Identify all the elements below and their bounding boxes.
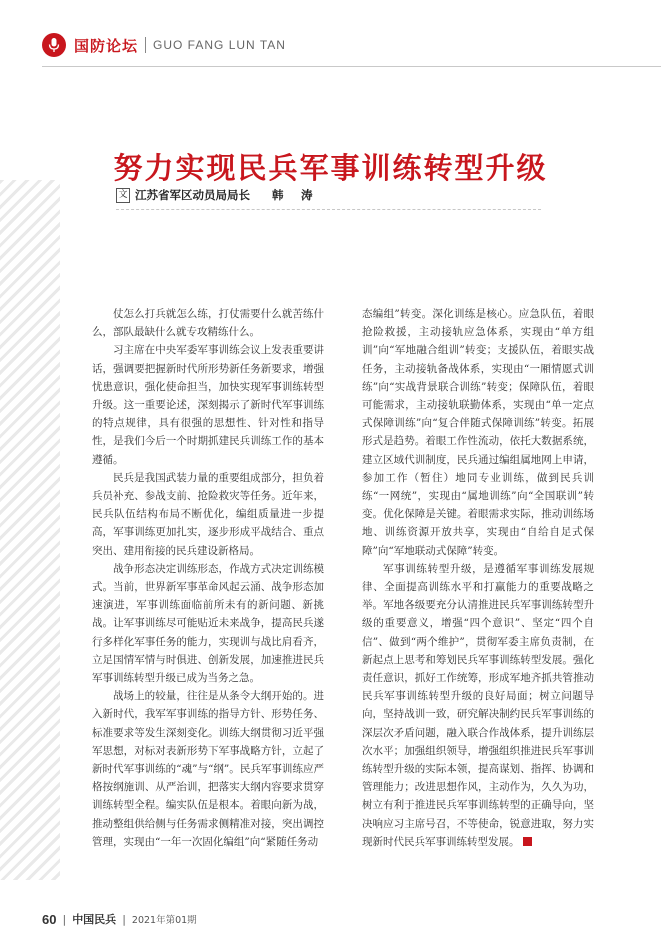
byline-mark: 文 [116,188,130,203]
decorative-stripes [0,180,60,880]
body-column-left [92,305,324,851]
body-paragraph: 民兵是我国武装力量的重要组成部分，担负着兵员补充、参战支前、抢险救灾等任务。近年来，民兵队伍结构布局不断优化，编组质量进一步提高，军事训练更加扎实，逐步形成平战结合、重点突出、建用衔接的民兵建设新格局。 [92,471,324,557]
page-number: 60 [42,911,57,927]
footer-separator: | [122,912,126,926]
section-header [42,28,286,62]
body-paragraph: 态编组”转变。深化训练是核心。应急队伍，着眼抢险救援，主动接轨应急体系，实现由“单方组训”向“军地融合组训”转变；支援队伍，着眼实战任务，主动接轨备战体系，实现由“一厢情愿式训练”向“实战背景联合训练”转变；保障队伍，着眼可能需求，主动接轨联勤体系，实现由“单一定点式保障训练”向“复合伴随式保障训练”转变。拓展形式是趋势。着眼工作性流动，依托大数据系统，建立区域代训制度，民兵通过编组属地网上申请，参加工作（暂住）地同专业训练，做到民兵训练“一网统”，实现由“属地训练”向“全国联训”转变。优化保障是关键。着眼需求实际，推动训练场地、训练资源开放共享，实现由“自给自足式保障”向“军地联动式保障”转变。 [362,308,594,557]
microphone-icon [42,33,66,57]
author-name: 韩 涛 [272,188,316,202]
body-paragraph: 仗怎么打兵就怎么练，打仗需要什么就苦练什么，部队最缺什么就专攻精练什么。 [92,308,324,339]
section-title-pinyin: GUO FANG LUN TAN [153,38,286,52]
footer-separator: | [62,912,67,926]
header-rule [42,66,661,67]
article-title: 努力实现民兵军事训练转型升级 [113,151,548,186]
page-footer [42,911,197,927]
byline [116,187,316,203]
body-paragraph: 战场上的较量，往往是从条令大纲开始的。进入新时代，我军军事训练的指导方针、形势任务、标准要求等发生深刻变化。训练大纲贯彻习近平强军思想，对标对表新形势下军事战略方针，立起了新时代军事训练的“魂”与“纲”。民兵军事训练应严格按纲施训、从严治训，把落实大纲内容要求贯穿训练转型全程。编实队伍是根本。着眼向新为战，推动整组供给侧与任务需求侧精准对接，突出调控管理，实现由“一年一次固化编组”向“紧随任务动 [92,690,324,848]
section-title: 国防论坛 [74,36,139,55]
body-column-right [362,305,594,851]
issue-number: 2021年第01期 [131,915,197,926]
author-position: 江苏省军区动员局局长 [135,188,250,202]
magazine-name: 中国民兵 [72,913,117,926]
header-divider [145,37,146,53]
body-paragraph: 习主席在中央军委军事训练会议上发表重要讲话，强调要把握新时代所形势新任务新要求，增强忧患意识，强化使命担当，加快实现军事训练转型升级。这一重要论述，深刻揭示了新时代军事训练的特点规律，具有很强的思想性、针对性和指导性，是我们今后一个时期抓建民兵训练工作的基本遵循。 [92,344,324,466]
byline-rule [116,209,541,210]
end-mark-icon [523,837,532,846]
body-paragraph: 军事训练转型升级，是遵循军事训练发展规律、全面提高训练水平和打赢能力的重要战略之举。军地各级要充分认清推进民兵军事训练转型升级的重要意义，增强“四个意识”、坚定“四个自信”、做到“两个维护”，贯彻军委主席负责制，在新起点上思考和筹划民兵军事训练转型发展。强化责任意识，抓好工作统筹，形成军地齐抓共管推动民兵军事训练转型升级的良好局面；树立问题导向，坚持战训一致，研究解决制约民兵军事训练的深层次矛盾问题，融入联合作战体系，提升训练层次水平；加强组织领导，增强组织推进民兵军事训练转型升级的实际本领，提高谋划、指挥、协调和管理能力；改进思想作风，主动作为，久久为功，树立有利于推进民兵军事训练转型的正确导向，坚决响应习主席号召，不等使命，锐意进取，努力实现新时代民兵军事训练转型发展。 [362,562,594,848]
body-paragraph: 战争形态决定训练形态，作战方式决定训练模式。当前，世界新军事革命风起云涌、战争形态加速演进，军事训练面临前所未有的新问题、新挑战。让军事训练尽可能贴近未来战争，提高民兵遂行多样化军事任务的能力，实现训与战比肩看齐，立足国情军情与时俱进、创新发展，加速推进民兵军事训练转型升级已成为当务之急。 [92,562,324,685]
